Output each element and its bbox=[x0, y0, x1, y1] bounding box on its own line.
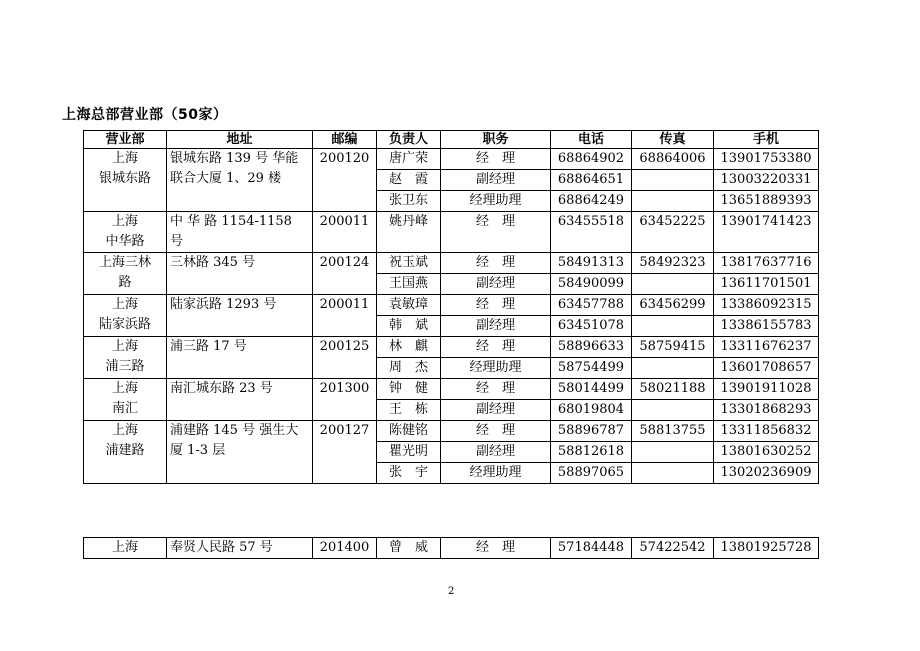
role-cell: 经 理 bbox=[441, 538, 551, 559]
fax-cell: 58813755 bbox=[632, 421, 714, 442]
zip-cell: 201400 bbox=[313, 538, 377, 559]
person-cell: 韩 斌 bbox=[377, 316, 441, 337]
branch-name-line: 上海三林 bbox=[98, 255, 151, 270]
phone-cell: 63451078 bbox=[551, 316, 632, 337]
person-cell: 袁敏璋 bbox=[377, 295, 441, 316]
branch-name-cell bbox=[84, 149, 167, 212]
mobile-cell: 13651889393 bbox=[714, 191, 819, 212]
phone-cell: 63457788 bbox=[551, 295, 632, 316]
zip-cell: 201300 bbox=[313, 379, 377, 421]
mobile-cell: 13801925728 bbox=[714, 538, 819, 559]
person-cell: 林 麒 bbox=[377, 337, 441, 358]
fax-cell bbox=[632, 442, 714, 463]
fax-cell: 68864006 bbox=[632, 149, 714, 170]
column-header: 营业部 bbox=[84, 131, 167, 149]
branch-name-cell: 上海 bbox=[84, 538, 167, 559]
mobile-cell: 13311856832 bbox=[714, 421, 819, 442]
branch-name-cell bbox=[84, 295, 167, 337]
column-header: 职务 bbox=[441, 131, 551, 149]
branch-name-line: 浦三路 bbox=[105, 359, 145, 374]
person-cell: 赵 霞 bbox=[377, 170, 441, 191]
table-row bbox=[84, 212, 819, 253]
branch-name-line: 上海 bbox=[111, 423, 138, 438]
mobile-cell: 13611701501 bbox=[714, 274, 819, 295]
phone-cell: 63455518 bbox=[551, 212, 632, 253]
person-cell: 钟 健 bbox=[377, 379, 441, 400]
role-cell: 经理助理 bbox=[441, 463, 551, 484]
mobile-cell: 13601708657 bbox=[714, 358, 819, 379]
person-cell: 姚丹峰 bbox=[377, 212, 441, 253]
branch-name-line: 浦建路 bbox=[105, 443, 145, 458]
mobile-cell: 13801630252 bbox=[714, 442, 819, 463]
zip-cell: 200124 bbox=[313, 253, 377, 295]
address-cell: 中 华 路 1154-1158 号 bbox=[167, 212, 313, 253]
branch-name-line: 中华路 bbox=[105, 234, 145, 249]
branch-name-cell bbox=[84, 212, 167, 253]
branch-table bbox=[83, 130, 819, 484]
table-row bbox=[84, 379, 819, 400]
role-cell: 副经理 bbox=[441, 170, 551, 191]
branch-name-line: 银城东路 bbox=[98, 171, 151, 186]
column-header: 负责人 bbox=[377, 131, 441, 149]
mobile-cell: 13901911028 bbox=[714, 379, 819, 400]
address-cell: 浦建路 145 号 强生大厦 1-3 层 bbox=[167, 421, 313, 484]
phone-cell: 68864902 bbox=[551, 149, 632, 170]
role-cell: 副经理 bbox=[441, 400, 551, 421]
person-cell: 祝玉斌 bbox=[377, 253, 441, 274]
branch-name-line: 南汇 bbox=[111, 401, 138, 416]
fax-cell bbox=[632, 463, 714, 484]
header-row bbox=[84, 131, 819, 149]
branch-name-cell bbox=[84, 337, 167, 379]
phone-cell: 58014499 bbox=[551, 379, 632, 400]
fax-cell bbox=[632, 170, 714, 191]
column-header: 手机 bbox=[714, 131, 819, 149]
phone-cell: 58491313 bbox=[551, 253, 632, 274]
address-cell: 三林路 345 号 bbox=[167, 253, 313, 295]
phone-cell: 68864249 bbox=[551, 191, 632, 212]
phone-cell: 58812618 bbox=[551, 442, 632, 463]
mobile-cell: 13020236909 bbox=[714, 463, 819, 484]
extra-branch-table bbox=[83, 537, 819, 559]
role-cell: 经 理 bbox=[441, 149, 551, 170]
role-cell: 经 理 bbox=[441, 212, 551, 253]
zip-cell: 200120 bbox=[313, 149, 377, 212]
mobile-cell: 13301868293 bbox=[714, 400, 819, 421]
address-cell: 奉贤人民路 57 号 bbox=[167, 538, 313, 559]
branch-name-line: 上海 bbox=[111, 339, 138, 354]
fax-cell: 58759415 bbox=[632, 337, 714, 358]
table-row bbox=[84, 421, 819, 442]
person-cell: 瞿光明 bbox=[377, 442, 441, 463]
address-cell: 南汇城东路 23 号 bbox=[167, 379, 313, 421]
fax-cell bbox=[632, 274, 714, 295]
column-header: 邮编 bbox=[313, 131, 377, 149]
zip-cell: 200011 bbox=[313, 295, 377, 337]
mobile-cell: 13901741423 bbox=[714, 212, 819, 253]
fax-cell: 57422542 bbox=[632, 538, 714, 559]
branch-name-line: 路 bbox=[118, 275, 132, 290]
mobile-cell: 13003220331 bbox=[714, 170, 819, 191]
fax-cell: 58021188 bbox=[632, 379, 714, 400]
table-row bbox=[84, 295, 819, 316]
person-cell: 王国燕 bbox=[377, 274, 441, 295]
fax-cell bbox=[632, 400, 714, 421]
role-cell: 经 理 bbox=[441, 295, 551, 316]
branch-name-cell bbox=[84, 253, 167, 295]
fax-cell: 63456299 bbox=[632, 295, 714, 316]
role-cell: 经 理 bbox=[441, 421, 551, 442]
table-row bbox=[84, 538, 819, 559]
page-number: 2 bbox=[448, 586, 455, 597]
person-cell: 唐广荣 bbox=[377, 149, 441, 170]
mobile-cell: 13817637716 bbox=[714, 253, 819, 274]
zip-cell: 200127 bbox=[313, 421, 377, 484]
person-cell: 陈健铭 bbox=[377, 421, 441, 442]
fax-cell bbox=[632, 316, 714, 337]
phone-cell: 58897065 bbox=[551, 463, 632, 484]
phone-cell: 58754499 bbox=[551, 358, 632, 379]
branch-name-line: 上海 bbox=[111, 297, 138, 312]
role-cell: 经 理 bbox=[441, 253, 551, 274]
person-cell: 周 杰 bbox=[377, 358, 441, 379]
role-cell: 副经理 bbox=[441, 316, 551, 337]
address-cell: 陆家浜路 1293 号 bbox=[167, 295, 313, 337]
mobile-cell: 13311676237 bbox=[714, 337, 819, 358]
address-cell: 银城东路 139 号 华能联合大厦 1、29 楼 bbox=[167, 149, 313, 212]
fax-cell: 58492323 bbox=[632, 253, 714, 274]
role-cell: 经理助理 bbox=[441, 191, 551, 212]
column-header: 电话 bbox=[551, 131, 632, 149]
person-cell: 王 栋 bbox=[377, 400, 441, 421]
column-header: 传真 bbox=[632, 131, 714, 149]
branch-name-line: 陆家浜路 bbox=[98, 317, 151, 332]
branch-name-line: 上海 bbox=[111, 151, 138, 166]
person-cell: 张 宇 bbox=[377, 463, 441, 484]
fax-cell: 63452225 bbox=[632, 212, 714, 253]
mobile-cell: 13901753380 bbox=[714, 149, 819, 170]
phone-cell: 58490099 bbox=[551, 274, 632, 295]
table-row bbox=[84, 149, 819, 170]
zip-cell: 200125 bbox=[313, 337, 377, 379]
page-title: 上海总部营业部（50家） bbox=[62, 107, 228, 123]
person-cell: 张卫东 bbox=[377, 191, 441, 212]
branch-name-cell bbox=[84, 421, 167, 484]
role-cell: 经理助理 bbox=[441, 358, 551, 379]
mobile-cell: 13386155783 bbox=[714, 316, 819, 337]
phone-cell: 58896787 bbox=[551, 421, 632, 442]
table-row bbox=[84, 337, 819, 358]
column-header: 地址 bbox=[167, 131, 313, 149]
branch-name-cell bbox=[84, 379, 167, 421]
role-cell: 经 理 bbox=[441, 337, 551, 358]
role-cell: 副经理 bbox=[441, 274, 551, 295]
branch-name-line: 上海 bbox=[111, 214, 138, 229]
address-cell: 浦三路 17 号 bbox=[167, 337, 313, 379]
fax-cell bbox=[632, 358, 714, 379]
zip-cell: 200011 bbox=[313, 212, 377, 253]
mobile-cell: 13386092315 bbox=[714, 295, 819, 316]
role-cell: 副经理 bbox=[441, 442, 551, 463]
role-cell: 经 理 bbox=[441, 379, 551, 400]
phone-cell: 68019804 bbox=[551, 400, 632, 421]
branch-table-body bbox=[84, 149, 819, 484]
table-row bbox=[84, 253, 819, 274]
phone-cell: 58896633 bbox=[551, 337, 632, 358]
phone-cell: 57184448 bbox=[551, 538, 632, 559]
fax-cell bbox=[632, 191, 714, 212]
phone-cell: 68864651 bbox=[551, 170, 632, 191]
person-cell: 曾 威 bbox=[377, 538, 441, 559]
branch-name-line: 上海 bbox=[111, 381, 138, 396]
